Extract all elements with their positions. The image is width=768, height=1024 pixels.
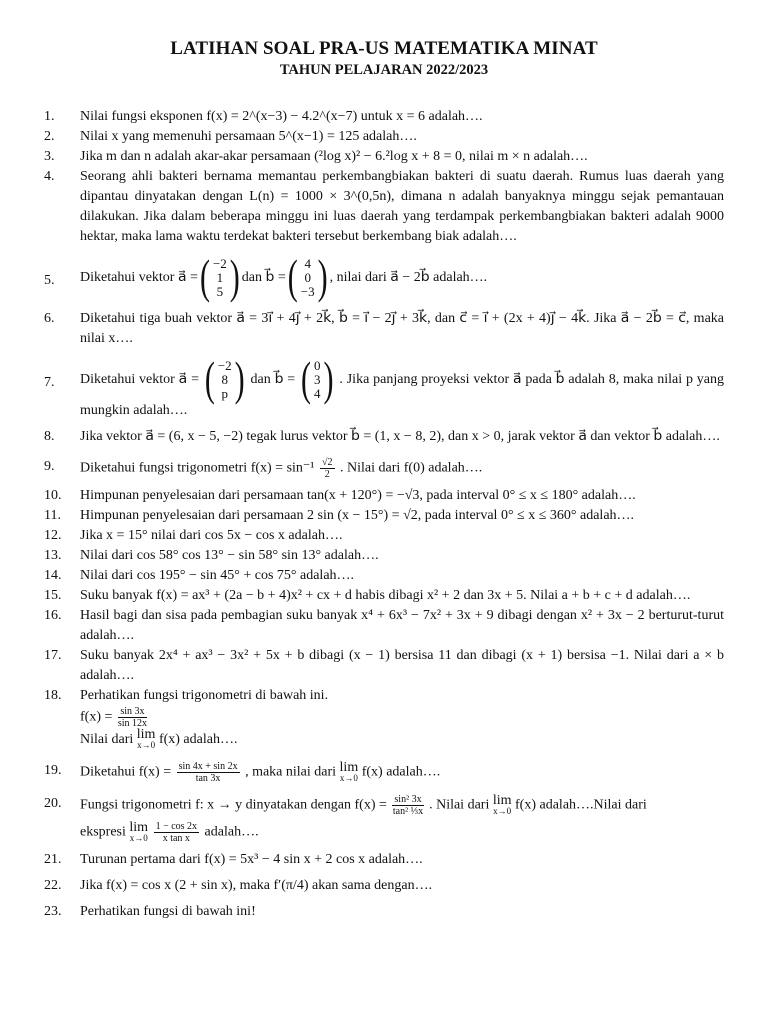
question-number: 22. <box>44 878 62 893</box>
question-text-part: ekspresi <box>80 824 126 840</box>
denominator: 2 <box>324 469 330 480</box>
question-text-part: Diketahui fungsi trigonometri f(x) = sin⁻¹ <box>80 460 315 476</box>
question-text <box>80 250 724 304</box>
question-item <box>44 794 724 844</box>
vector-a: ( −2 8 p ) <box>204 352 245 406</box>
question-text <box>80 457 724 480</box>
question-item <box>44 309 724 349</box>
question-text-part: , maka nilai dari <box>245 764 337 780</box>
question-text: Jika m dan n adalah akar-akar persamaan (²log x)² − 6.²log x + 8 = 0, nilai m × n adalah…. <box>80 149 588 164</box>
question-list <box>44 107 724 922</box>
vector-component: 1 <box>216 270 224 285</box>
question-item <box>44 606 724 646</box>
question-text: Hasil bagi dan sisa pada pembagian suku banyak x⁴ + 6x³ − 7x² + 3x + 9 dibagi dengan x² + 3x − 2 berturut-turut adalah…. <box>80 608 724 643</box>
question-text: Suku banyak 2x⁴ + ax³ − 3x² + 5x + b dibagi (x − 1) bersisa 11 dan dibagi (x + 1) bersisa −1. Nilai dari a × b adalah…. <box>80 648 724 683</box>
question-text-part: . Nilai dari f(0) adalah…. <box>340 460 483 476</box>
question-text-part: dan b⃗ = <box>241 270 286 285</box>
limit-label: lim <box>136 727 156 742</box>
document-subtitle: TAHUN PELAJARAN 2022/2023 <box>279 62 489 78</box>
numerator: 1 − cos 2x <box>155 821 198 832</box>
vector-b: ( 0 3 4 ) <box>301 352 334 406</box>
question-number: 14. <box>44 568 62 583</box>
vector-component: p <box>221 386 228 401</box>
question-text <box>80 686 724 751</box>
limit-sub: x→0 <box>339 772 358 783</box>
question-text: Himpunan penyelesaian dari persamaan 2 sin (x − 15°) = √2, pada interval 0° ≤ x ≤ 360° adalah…. <box>80 508 635 523</box>
question-text: Seorang ahli bakteri bernama memantau perkembangbiakan bakteri di suatu daerah. Rumus luas daerah yang dipantau dinyatakan dengan L(n) = 1000 × 3^(0,5n), dimana n adalah banyaknya minggu sejak pemantauan dilakukan. Jika dalam beberapa minggu ini luas daerah yang terdampak perkembangbiakan bakteri adalah 9000 hektar, maka lama waktu terdekat bakteri tersebut berkembang biak adalah…. <box>80 169 724 244</box>
formula-line <box>80 794 724 817</box>
limit-sub: x→0 <box>129 832 148 843</box>
vector-component: 4 <box>304 256 311 271</box>
question-text-part: Fungsi trigonometri f: x → y dinyatakan dengan f(x) = <box>80 797 387 813</box>
question-text-part: f(x) adalah…. <box>361 764 441 780</box>
question-text <box>80 352 725 421</box>
question-number: 6. <box>44 311 55 326</box>
question-text-part: f(x) adalah…. <box>158 732 238 748</box>
question-number: 2. <box>44 129 55 144</box>
question-text-part: . Nilai dari <box>429 797 490 813</box>
vector-component: 3 <box>314 372 321 387</box>
question-number: 3. <box>44 149 55 164</box>
formula-line <box>80 729 724 751</box>
denominator: sin 12x <box>117 718 148 729</box>
question-text: Perhatikan fungsi di bawah ini! <box>80 904 256 919</box>
question-item <box>44 352 725 421</box>
vector-component: −3 <box>300 284 315 299</box>
limit <box>492 792 512 817</box>
question-item <box>44 147 724 167</box>
limit-sub: x→0 <box>137 740 156 750</box>
question-item <box>44 761 724 784</box>
question-number: 11. <box>44 508 61 523</box>
numerator: √2 <box>322 457 333 468</box>
denominator: x tan x <box>162 833 190 844</box>
question-item <box>44 850 724 870</box>
question-number: 1. <box>44 109 55 124</box>
fraction <box>320 457 335 480</box>
numerator: sin² 3x <box>394 794 422 805</box>
question-text: Nilai dari cos 58° cos 13° − sin 58° sin 13° adalah…. <box>80 548 379 563</box>
question-number: 20. <box>44 796 62 811</box>
question-number: 19. <box>44 763 62 778</box>
question-text: Jika f(x) = cos x (2 + sin x), maka f′(π/4) akan sama dengan…. <box>80 878 433 893</box>
question-number: 9. <box>44 459 55 474</box>
denominator: tan 3x <box>195 773 221 784</box>
question-number: 23. <box>44 904 62 919</box>
question-number: 18. <box>44 688 62 703</box>
vector-component: 0 <box>304 270 311 285</box>
question-text-part: Perhatikan fungsi trigonometri di bawah ini. <box>80 688 329 703</box>
question-text-part: . Jika panjang proyeksi vektor a⃗ pada b⃗ adalah 8, maka nilai p yang mungkin adalah…. <box>80 372 725 418</box>
question-text: Himpunan penyelesaian dari persamaan tan(x + 120°) = −√3, pada interval 0° ≤ x ≤ 180° adalah…. <box>80 488 636 503</box>
question-item <box>44 107 724 127</box>
question-number: 16. <box>44 608 62 623</box>
question-number: 7. <box>44 375 55 390</box>
limit <box>339 759 359 784</box>
vector-component: 4 <box>314 386 321 401</box>
numerator: sin 4x + sin 2x <box>178 761 238 772</box>
question-number: 15. <box>44 588 62 603</box>
question-item <box>44 506 724 526</box>
question-text-part: , nilai dari a⃗ − 2b⃗ adalah…. <box>329 270 488 285</box>
question-item <box>44 526 724 546</box>
question-item <box>44 586 724 606</box>
question-text <box>80 794 724 844</box>
question-text: Turunan pertama dari f(x) = 5x³ − 4 sin x + 2 cos x adalah…. <box>80 852 423 867</box>
question-text-part: dan b⃗ = <box>250 372 296 388</box>
fraction <box>177 761 240 784</box>
question-text: Jika vektor a⃗ = (6, x − 5, −2) tegak lurus vektor b⃗ = (1, x − 8, 2), dan x > 0, jarak vektor a⃗ dan vektor b⃗ adalah…. <box>80 429 720 444</box>
question-item <box>44 876 724 896</box>
question-number: 21. <box>44 852 62 867</box>
vector-component: 5 <box>216 284 224 299</box>
question-text: Suku banyak f(x) = ax³ + (2a − b + 4)x² + cx + d habis dibagi x² + 2 dan 3x + 5. Nilai a + b + c + d adalah…. <box>80 588 691 603</box>
question-number: 13. <box>44 548 62 563</box>
question-number: 4. <box>44 169 55 184</box>
question-text: Diketahui tiga buah vektor a⃗ = 3i⃗ + 4j⃗ + 2k⃗, b⃗ = i⃗ − 2j⃗ + 3k⃗, dan c⃗ = i⃗ + (2x + 4)j⃗ − 4k⃗. Jika a⃗ − 2b⃗ = c⃗, maka nilai x…. <box>80 311 724 346</box>
limit-label: lim <box>492 792 512 808</box>
vector-b: ( 4 0 −3 ) <box>287 250 328 304</box>
vector-component: −2 <box>212 256 227 271</box>
vector-component: 0 <box>314 358 321 373</box>
limit-label: lim <box>339 759 359 775</box>
question-number: 17. <box>44 648 62 663</box>
limit-label: lim <box>129 819 149 835</box>
question-item <box>44 486 724 506</box>
formula-line <box>80 821 724 844</box>
question-item <box>44 686 724 751</box>
question-item <box>44 127 724 147</box>
formula-line <box>80 706 724 729</box>
vector-component: 8 <box>221 372 228 387</box>
question-number: 12. <box>44 528 62 543</box>
question-item <box>44 250 724 304</box>
denominator: tan² ⅓x <box>392 806 424 817</box>
vector-a: ( −2 1 5 ) <box>199 250 240 304</box>
fraction <box>392 794 423 817</box>
question-item <box>44 457 724 480</box>
question-number: 5. <box>44 273 55 288</box>
question-text: Nilai x yang memenuhi persamaan 5^(x−1) = 125 adalah…. <box>80 129 417 144</box>
question-text-part: Nilai dari <box>80 732 134 748</box>
question-text-part: Diketahui f(x) = <box>80 764 172 780</box>
question-number: 8. <box>44 429 55 444</box>
numerator: sin 3x <box>120 706 145 717</box>
question-text: Nilai fungsi eksponen f(x) = 2^(x−3) − 4.2^(x−7) untuk x = 6 adalah…. <box>80 109 483 124</box>
document-title: LATIHAN SOAL PRA-US MATEMATIKA MINAT <box>170 38 598 59</box>
question-item <box>44 167 724 247</box>
limit-sub: x→0 <box>493 805 512 816</box>
question-text: Jika x = 15° nilai dari cos 5x − cos x adalah…. <box>80 528 343 543</box>
fraction <box>154 821 199 844</box>
limit <box>129 819 149 844</box>
question-item <box>44 566 724 586</box>
question-text-part: Diketahui vektor a⃗ = <box>80 270 198 285</box>
question-item <box>44 902 724 922</box>
question-item <box>44 646 724 686</box>
question-text-part: f(x) = <box>80 709 113 725</box>
question-text-part: f(x) adalah….Nilai dari <box>515 797 647 813</box>
question-item <box>44 427 724 447</box>
limit <box>137 729 156 751</box>
question-text-part: adalah…. <box>204 824 259 840</box>
vector-component: −2 <box>217 358 232 373</box>
fraction <box>118 706 147 729</box>
question-item <box>44 546 724 566</box>
question-text <box>80 761 724 784</box>
question-number: 10. <box>44 488 62 503</box>
question-text-part: Diketahui vektor a⃗ = <box>80 372 199 388</box>
question-text: Nilai dari cos 195° − sin 45° + cos 75° adalah…. <box>80 568 355 583</box>
